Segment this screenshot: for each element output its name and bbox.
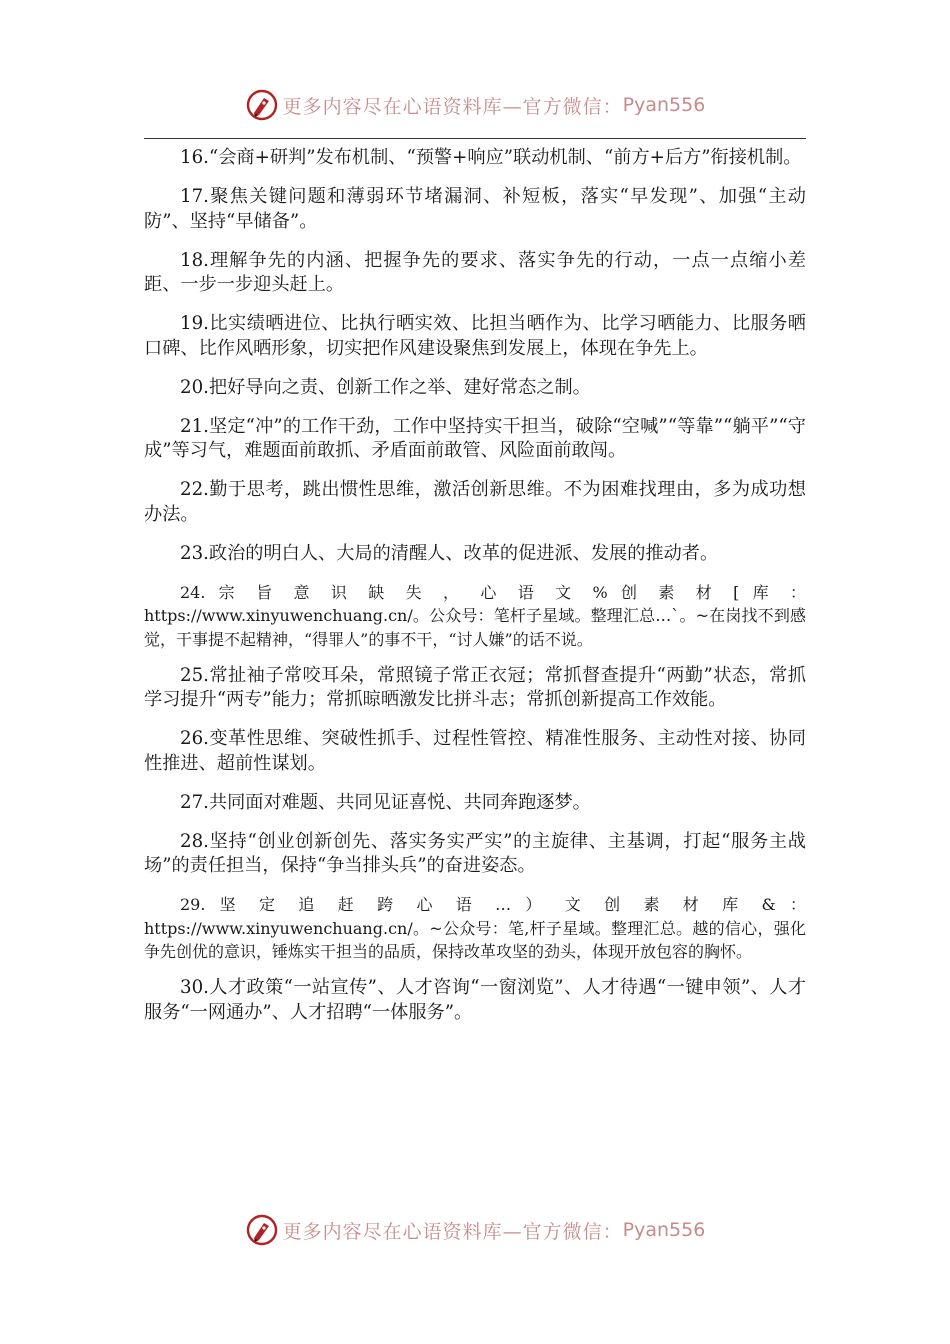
header-wechat-id: Pyan556 xyxy=(622,94,706,116)
list-item: 17.聚焦关键问题和薄弱环节堵漏洞、补短板，落实“早发现”、加强“主动防”、坚持“早储备”。 xyxy=(144,186,806,232)
list-item: 29. 坚 定 追 赶 跨 心 语 … ） 文 创 素 材 库 & ： https://www.xinyuwenchuang.cn/。~公众号：笔,杆子星域。整理汇总。越的信心，强化争先创优的意识，锤炼实干担当的品质，保持改革攻坚的劲头，体现开放包容的胸怀。 xyxy=(144,895,806,961)
list-item: 18.理解争先的内涵、把握争先的要求、落实争先的行动，一点一点缩小差距、一步一步迎头赶上。 xyxy=(144,249,806,295)
list-item: 25.常扯袖子常咬耳朵，常照镜子常正衣冠；常抓督查提升“两勤”状态，常抓学习提升“两专”能力；常抓晾晒激发比拼斗志；常抓创新提高工作效能。 xyxy=(144,664,806,710)
header-divider xyxy=(144,138,806,139)
footer-text: 更多内容尽在心语资料库—官方微信： xyxy=(282,1220,623,1243)
list-item: 16.“会商+研判”发布机制、“预警+响应”联动机制、“前方+后方”衔接机制。 xyxy=(180,147,802,168)
pen-nib-icon xyxy=(245,88,279,122)
list-item: 24. 宗 旨 意 识 缺 失 ， 心 语 文 % 创 素 材 [ 库 ： https://www.xinyuwenchuang.cn/。公众号：笔杆子星域。整理汇总…`。~在岗找不到感觉，干事提不起精神，“得罪人”的事不干，“讨人嫌”的话不说。 xyxy=(144,582,806,649)
list-item: 23.政治的明白人、大局的清醒人、改革的促进派、发展的推动者。 xyxy=(180,542,719,564)
list-item: 30.人才政策“一站宣传”、人才咨询“一窗浏览”、人才待遇“一键申领”、人才服务“一网通办”、人才招聘“一体服务”。 xyxy=(144,977,806,1023)
header-text: 更多内容尽在心语资料库—官方微信： xyxy=(282,95,623,118)
list-item: 28.坚持“创业创新创先、落实务实严实”的主旋律、主基调，打起“服务主战场”的责任担当，保持“争当排头兵”的奋进姿态。 xyxy=(144,830,806,876)
footer-banner xyxy=(0,1208,950,1252)
list-item: 19.比实绩晒进位、比执行晒实效、比担当晒作为、比学习晒能力、比服务晒口碑、比作风晒形象，切实把作风建设聚焦到发展上，体现在争先上。 xyxy=(144,313,806,359)
document-body xyxy=(144,146,806,1040)
list-item: 20.把好导向之责、创新工作之举、建好常态之制。 xyxy=(180,376,591,398)
list-item: 22.勤于思考，跳出惯性思维，激活创新思维。不为困难找理由，多为成功想办法。 xyxy=(144,479,806,525)
list-item: 21.坚定“冲”的工作干劲，工作中坚持实干担当，破除“空喊”“等靠”“躺平”“守成”等习气，难题面前敢抓、矛盾面前敢管、风险面前敢闯。 xyxy=(144,415,806,461)
list-item: 26.变革性思维、突破性抓手、过程性管控、精准性服务、主动性对接、协同性推进、超前性谋划。 xyxy=(144,728,806,774)
list-item: 27.共同面对难题、共同见证喜悦、共同奔跑逐梦。 xyxy=(180,791,591,813)
header-banner xyxy=(0,83,950,127)
pen-nib-icon xyxy=(245,1213,279,1247)
footer-wechat-id: Pyan556 xyxy=(622,1219,706,1241)
